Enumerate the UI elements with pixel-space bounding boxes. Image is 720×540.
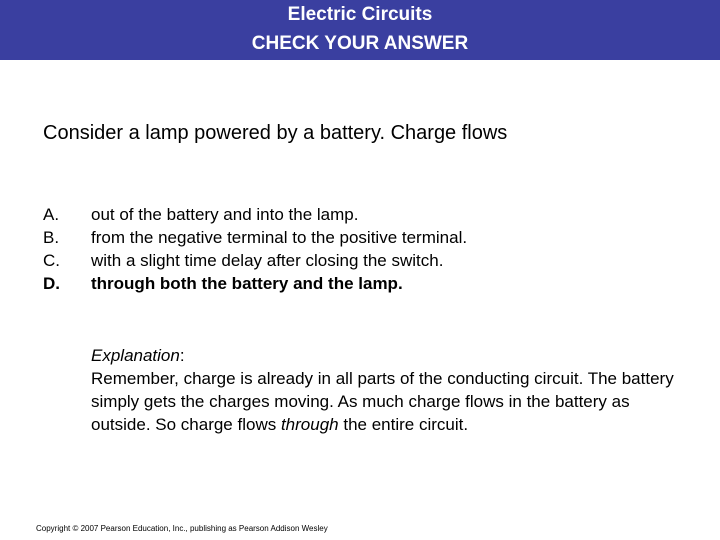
copyright-notice: Copyright © 2007 Pearson Education, Inc., publishing as Pearson Addison Wesley xyxy=(36,524,328,533)
explanation-block xyxy=(91,344,691,436)
option-c xyxy=(43,249,467,272)
option-letter: C. xyxy=(43,251,60,270)
option-letter: D. xyxy=(43,274,60,293)
answer-options xyxy=(43,203,467,295)
option-letter: B. xyxy=(43,228,60,247)
option-text: through both the battery and the lamp. xyxy=(91,274,403,293)
slide-title: Electric Circuits xyxy=(287,4,433,25)
option-text: with a slight time delay after closing the switch. xyxy=(91,251,444,270)
option-d-correct xyxy=(43,272,467,295)
explanation-label: Explanation xyxy=(91,346,180,365)
explanation-heading xyxy=(91,344,691,367)
explanation-text-before: Remember, charge is already in all parts of the conducting circuit. The battery simply gets the charges moving. As much charge flows in the battery as outside. So charge flows xyxy=(91,369,674,434)
option-letter: A. xyxy=(43,205,60,224)
explanation-body xyxy=(91,367,691,436)
option-a xyxy=(43,203,467,226)
option-text: from the negative terminal to the positive terminal. xyxy=(91,228,468,247)
option-text: out of the battery and into the lamp. xyxy=(91,205,359,224)
explanation-text-after: the entire circuit. xyxy=(338,415,469,434)
explanation-emphasis: through xyxy=(280,415,339,434)
option-b xyxy=(43,226,467,249)
explanation-colon: : xyxy=(179,346,185,365)
slide-subtitle: CHECK YOUR ANSWER xyxy=(251,33,469,54)
question-text: Consider a lamp powered by a battery. Charge flows xyxy=(43,122,508,144)
slide-header xyxy=(0,0,720,60)
